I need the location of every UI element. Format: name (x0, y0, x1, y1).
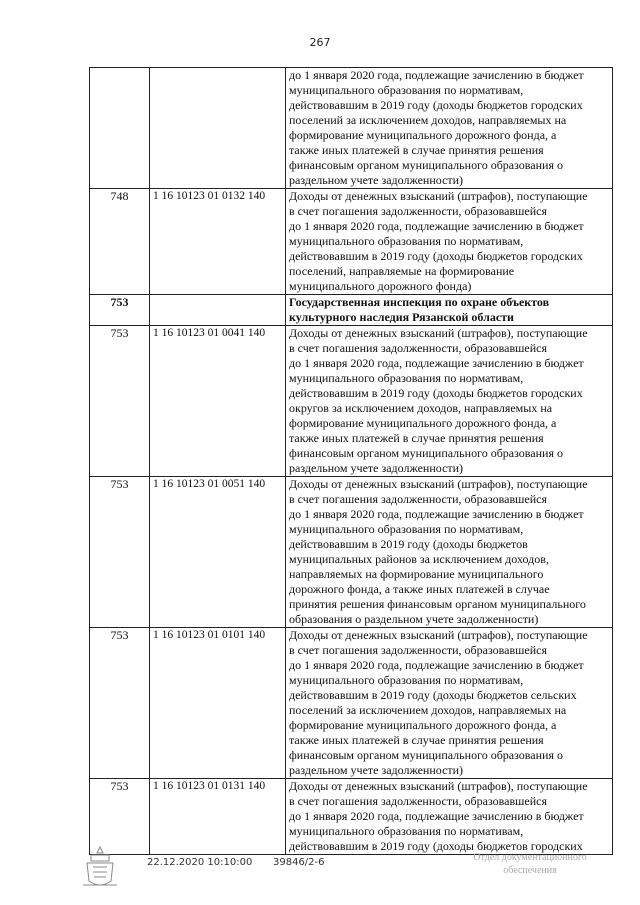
admin-code-cell: 753 (90, 628, 150, 779)
admin-code-cell (90, 68, 150, 189)
footer-doc-number: 39846/2-6 (273, 857, 325, 868)
table-row (90, 189, 613, 295)
footer-datetime: 22.12.2020 10:10:00 (147, 857, 253, 868)
revenue-codes-table (89, 67, 613, 855)
table-row (90, 779, 613, 855)
description-cell: Доходы от денежных взысканий (штрафов), поступающие в счет погашения задолженности, образовавшейся до 1 января 2020 года, подлежащие зачислению в бюджет муниципального образования по нормативам, действовавшим в 2019 году (доходы бюджетов сельских поселений за исключением доходов, направляемых на формирование муниципального дорожного фонда, а также иных платежей в случае принятия решения финансовым органом муниципального образования о раздельном учете задолженности) (286, 628, 613, 779)
table-header-row (90, 295, 613, 326)
page-number: 267 (309, 36, 331, 49)
table-row (90, 628, 613, 779)
admin-code-cell: 753 (90, 326, 150, 477)
department-stamp (450, 851, 610, 877)
description-cell: до 1 января 2020 года, подлежащие зачислению в бюджет муниципального образования по нормативам, действовавшим в 2019 году (доходы бюджетов городских поселений за исключением доходов, направляемых на формирование муниципального дорожного фонда, а также иных платежей в случае принятия решения финансовым органом муниципального образования о раздельном учете задолженности) (286, 68, 613, 189)
stamp-line-1: Отдел документационного (473, 852, 587, 863)
budget-code-cell: 1 16 10123 01 0041 140 (150, 326, 286, 477)
budget-code-cell: 1 16 10123 01 0131 140 (150, 779, 286, 855)
description-cell: Доходы от денежных взысканий (штрафов), поступающие в счет погашения задолженности, образовавшейся до 1 января 2020 года, подлежащие зачислению в бюджет муниципального образования по нормативам, действовавшим в 2019 году (доходы бюджетов городских (286, 779, 613, 855)
table-row (90, 477, 613, 628)
table-body (90, 68, 613, 855)
description-cell: Доходы от денежных взысканий (штрафов), поступающие в счет погашения задолженности, образовавшейся до 1 января 2020 года, подлежащие зачислению в бюджет муниципального образования по нормативам, действовавшим в 2019 году (доходы бюджетов муниципальных районов за исключением доходов, направляемых на формирование муниципального дорожного фонда, а также иных платежей в случае принятия решения финансовым органом муниципального образования о раздельном учете задолженности) (286, 477, 613, 628)
coat-of-arms-icon (79, 843, 121, 891)
table-row (90, 326, 613, 477)
budget-code-cell (150, 68, 286, 189)
admin-code-cell: 753 (90, 779, 150, 855)
budget-code-cell: 1 16 10123 01 0101 140 (150, 628, 286, 779)
description-cell: Доходы от денежных взысканий (штрафов), поступающие в счет погашения задолженности, образовавшейся до 1 января 2020 года, подлежащие зачислению в бюджет муниципального образования по нормативам, действовавшим в 2019 году (доходы бюджетов городских округов за исключением доходов, направляемых на формирование муниципального дорожного фонда, а также иных платежей в случае принятия решения финансовым органом муниципального образования о раздельном учете задолженности) (286, 326, 613, 477)
budget-code-cell: 1 16 10123 01 0132 140 (150, 189, 286, 295)
description-cell: Доходы от денежных взысканий (штрафов), поступающие в счет погашения задолженности, образовавшейся до 1 января 2020 года, подлежащие зачислению в бюджет муниципального образования по нормативам, действовавшим в 2019 году (доходы бюджетов городских поселений, направляемые на формирование муниципального дорожного фонда) (286, 189, 613, 295)
budget-code-cell (150, 295, 286, 326)
stamp-line-2: обеспечения (503, 865, 557, 876)
budget-code-cell: 1 16 10123 01 0051 140 (150, 477, 286, 628)
admin-code-cell: 753 (90, 295, 150, 326)
table-row (90, 68, 613, 189)
description-cell: Государственная инспекция по охране объектов культурного наследия Рязанской области (286, 295, 613, 326)
admin-code-cell: 748 (90, 189, 150, 295)
admin-code-cell: 753 (90, 477, 150, 628)
